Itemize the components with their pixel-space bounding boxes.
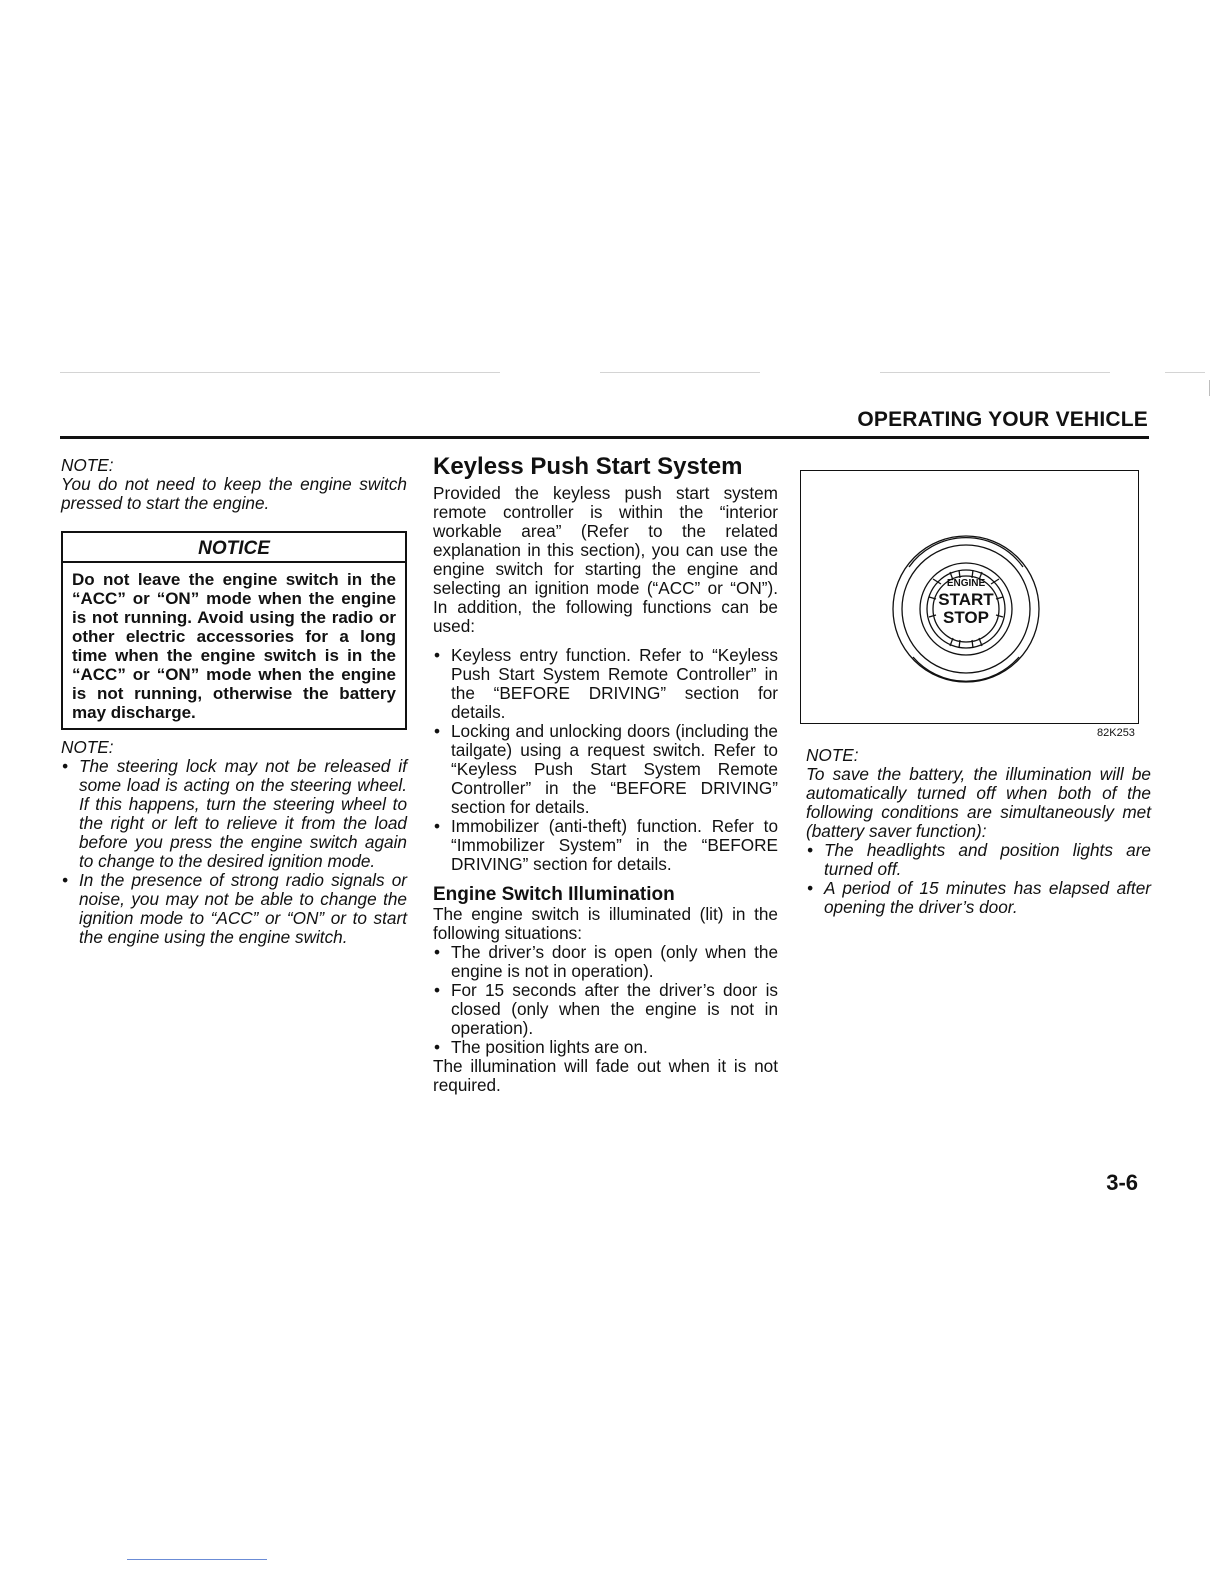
- scan-artifact-underline: [127, 1559, 267, 1560]
- function-list-item: • Immobilizer (anti-theft) function. Refer to “Immobilizer System” in the “BEFORE DRIVING” section for details.: [433, 817, 778, 874]
- notice-box: [61, 531, 407, 730]
- note-list: [61, 757, 407, 947]
- notice-title: NOTICE: [63, 533, 405, 563]
- left-column: [61, 456, 407, 947]
- intro-paragraph: Provided the keyless push start system remote controller is within the “interior workable area” (Refer to the related explanation in this section), you can use the engine switch for starting the engine and selecting an ignition mode (“ACC” or “ON”). In addition, the following functions can be used:: [433, 483, 778, 636]
- scan-artifact-line: [60, 372, 500, 373]
- illumination-intro: The engine switch is illuminated (lit) in the following situations:: [433, 904, 778, 943]
- note-list-item: • In the presence of strong radio signals or noise, you may not be able to change the ignition mode to “ACC” or “ON” or to start the engine using the engine switch.: [61, 871, 407, 947]
- section-title: Keyless Push Start System: [433, 453, 743, 480]
- function-list-item: • Keyless entry function. Refer to “Keyless Push Start System Remote Controller” in the “BEFORE DRIVING” section for details.: [433, 646, 778, 722]
- notice-text: Do not leave the engine switch in the “ACC” or “ON” mode when the engine is not running. Avoid using the radio or other electric accessories for a long time when the engine switch is in the “ACC” or “ON” mode when the engine is not running, otherwise the battery may discharge.: [72, 570, 396, 722]
- subsection-title: Engine Switch Illumination: [433, 884, 675, 905]
- note-text: You do not need to keep the engine switch pressed to start the engine.: [61, 474, 407, 513]
- engine-label: ENGINE: [946, 578, 986, 589]
- note-label: NOTE:: [61, 737, 114, 757]
- figure-code: 82K253: [1097, 727, 1135, 739]
- illumination-outro: The illumination will fade out when it is not required.: [433, 1056, 778, 1095]
- header-rule: [60, 436, 1149, 439]
- start-label: START: [938, 590, 994, 609]
- stop-label: STOP: [943, 608, 989, 627]
- illumination-list: [433, 943, 778, 1057]
- engine-switch-figure: [800, 470, 1139, 724]
- note-list-item: • A period of 15 minutes has elapsed after opening the driver’s door.: [806, 879, 1151, 917]
- scan-artifact-line: [880, 372, 1110, 373]
- page-number: 3-6: [1106, 1170, 1138, 1195]
- illumination-list-item: • The position lights are on.: [433, 1038, 778, 1057]
- function-list: [433, 646, 778, 874]
- function-list-item: • Locking and unlocking doors (including the tailgate) using a request switch. Refer to “Keyless Push Start System Remote Controller” in the “BEFORE DRIVING” section for details.: [433, 722, 778, 817]
- note-text: To save the battery, the illumination will be automatically turned off when both of the following conditions are simultaneously met (battery saver function):: [806, 764, 1151, 841]
- note-list-item: • The headlights and position lights are turned off.: [806, 841, 1151, 879]
- right-column: [806, 746, 1151, 917]
- scan-artifact-line: [1165, 372, 1205, 373]
- scan-artifact-line: [600, 372, 760, 373]
- note-label: NOTE:: [806, 745, 859, 765]
- engine-switch-button-illustration: [801, 471, 1138, 723]
- illumination-list-item: • The driver’s door is open (only when the engine is not in operation).: [433, 943, 778, 981]
- middle-column: [433, 453, 778, 1095]
- scan-artifact-tick: [1209, 380, 1210, 396]
- illumination-list-item: • For 15 seconds after the driver’s door is closed (only when the engine is not in operation).: [433, 981, 778, 1038]
- note-label: NOTE:: [61, 455, 114, 475]
- section-header: OPERATING YOUR VEHICLE: [857, 408, 1148, 431]
- note-list-item: • The steering lock may not be released if some load is acting on the steering wheel. If this happens, turn the steering wheel to the right or left to relieve it from the load before you press the engine switch again to change to the desired ignition mode.: [61, 757, 407, 871]
- note-list: [806, 841, 1151, 917]
